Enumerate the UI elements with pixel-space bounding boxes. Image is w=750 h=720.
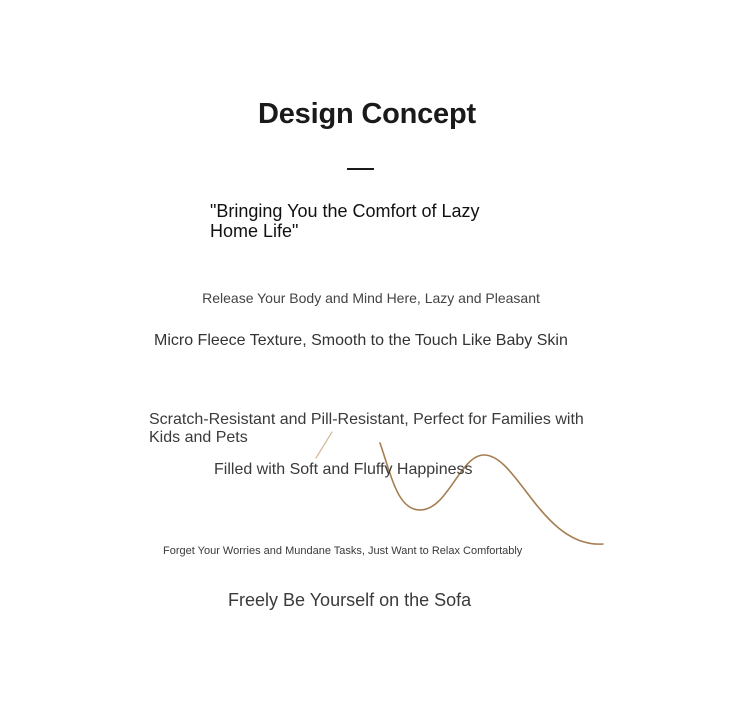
page-title: Design Concept xyxy=(258,98,476,130)
feature-line-fleece: Micro Fleece Texture, Smooth to the Touch Like Baby Skin xyxy=(154,332,568,349)
tagline-quote: "Bringing You the Comfort of Lazy Home Life" xyxy=(210,201,480,241)
brown-wavy-line xyxy=(380,443,603,544)
title-divider xyxy=(347,168,374,170)
feature-line-scratch-resistant: Scratch-Resistant and Pill-Resistant, Perfect for Families with Kids and Pets xyxy=(149,411,584,446)
feature-line-forget-worries: Forget Your Worries and Mundane Tasks, Just Want to Relax Comfortably xyxy=(163,545,523,557)
feature-line-relax: Release Your Body and Mind Here, Lazy and Pleasant xyxy=(202,290,540,306)
feature-line-fluffy: Filled with Soft and Fluffy Happiness xyxy=(214,461,473,478)
feature-line-be-yourself: Freely Be Yourself on the Sofa xyxy=(228,590,472,610)
